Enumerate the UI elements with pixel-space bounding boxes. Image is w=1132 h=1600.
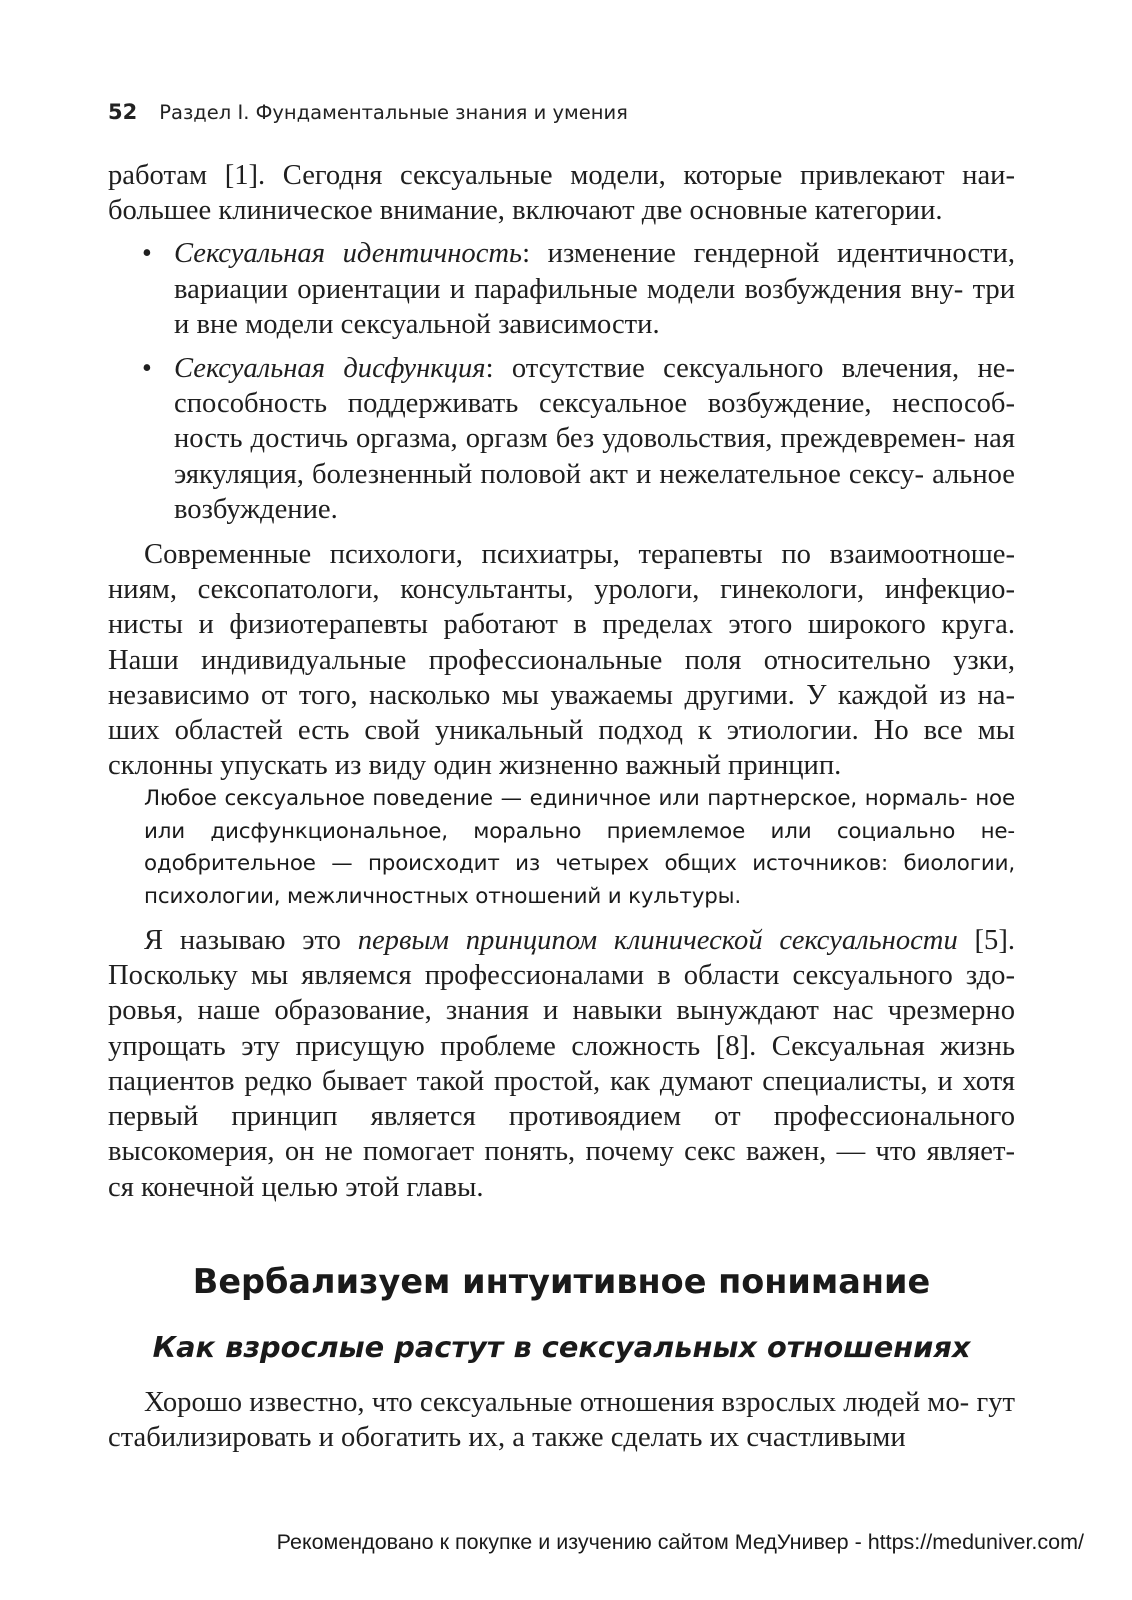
footer-watermark: Рекомендовано к покупке и изучению сайтом МедУнивер - https://meduniver.com/ xyxy=(276,1530,1084,1554)
paragraph-line: Современные психологи, психиатры, терапевты по взаимоотноше- xyxy=(144,539,1015,571)
page-number: 52 xyxy=(108,100,138,124)
bullet-line: : отсутствие сексуального влечения, не- xyxy=(485,353,1015,385)
bullet-term: Сексуальная идентичность xyxy=(174,238,523,270)
running-header xyxy=(108,100,628,124)
bullet-line: альное возбуждение. xyxy=(174,458,1015,525)
principle-callout xyxy=(108,783,1015,913)
page-body xyxy=(108,158,1015,1455)
bullet-term: Сексуальная дисфункция xyxy=(174,353,486,385)
paragraph-line: ровья, наше образование, знания и навыки вынуждают нас чрезмерно xyxy=(108,995,1015,1027)
paragraph-specialists xyxy=(108,537,1015,783)
principle-line: Любое сексуальное поведение — единичное или партнерское, нормаль- xyxy=(144,786,968,812)
bullet-line: вариации ориентации и парафильные модели возбуждения вну- xyxy=(174,273,964,305)
paragraph-first-principle xyxy=(108,923,1015,1205)
principle-line: одобрительное — происходит из четырех общих источников: биологии, xyxy=(144,851,1015,877)
paragraph-line: Хорошо известно, что сексуальные отношения взрослых людей мо- xyxy=(144,1386,970,1418)
paragraph-adult-relationships xyxy=(108,1385,1015,1455)
category-list xyxy=(108,236,1015,527)
principle-line: психологии, межличностных отношений и культуры. xyxy=(144,883,742,909)
bullet-line: способность поддерживать сексуальное возбуждение, неспособ- xyxy=(174,388,1015,420)
intro-paragraph xyxy=(108,158,1015,228)
paragraph-line: склонны упускать из виду один жизненно важный принцип. xyxy=(108,750,842,782)
list-item-sexual-identity xyxy=(108,236,1015,342)
paragraph-line: ших областей есть свой уникальный подход к этиологии. Но все мы xyxy=(108,715,1015,747)
paragraph-line: ниям, сексопатологи, консультанты, урологи, гинекологи, инфекцио- xyxy=(108,574,1015,606)
intro-line: работам [1]. Сегодня сексуальные модели, которые привлекают наи- xyxy=(108,160,1015,191)
intro-line: большее клиническое внимание, включают две основные категории. xyxy=(108,195,943,227)
list-item-sexual-dysfunction xyxy=(108,351,1015,527)
bullet-line: три и вне модели сексуальной зависимости. xyxy=(174,273,1016,340)
paragraph-line: Поскольку мы являемся профессионалами в области сексуального здо- xyxy=(108,960,1015,992)
section-heading: Вербализуем интуитивное понимание xyxy=(192,1261,931,1301)
paragraph-line: [5]. xyxy=(957,925,1016,957)
bullet-line: ность достичь оргазма, оргазм без удовольствия, преждевремен- xyxy=(174,423,966,455)
bullet-line: : изменение гендерной идентичности, xyxy=(522,238,1015,270)
paragraph-line: упрощать эту присущую проблеме сложность [8]. Сексуальная жизнь xyxy=(108,1030,1015,1062)
paragraph-line: нисты и физиотерапевты работают в пределах этого широкого круга. xyxy=(108,609,1015,641)
paragraph-line: ся конечной целью этой главы. xyxy=(108,1171,484,1203)
bullet-line: ная эякуляция, болезненный половой акт и нежелательное сексу- xyxy=(174,423,1016,490)
paragraph-line: Наши индивидуальные профессиональные поля относительно узки, xyxy=(108,644,1015,676)
principle-line: ное или дисфункциональное, морально приемлемое или социально не- xyxy=(144,786,1015,844)
paragraph-line: пациентов редко бывает такой простой, как думают специалисты, xyxy=(108,1065,928,1097)
subsection-heading: Как взрослые растут в сексуальных отношениях xyxy=(152,1329,971,1364)
paragraph-line: гут стабилизировать и обогатить их, а также сделать их счастливыми xyxy=(108,1386,1015,1453)
paragraph-line: независимо от того, насколько мы уважаемы другими. У каждой из на- xyxy=(108,679,1015,711)
first-principle-term: первым принципом клинической сексуальности xyxy=(357,925,958,957)
paragraph-line: и хотя первый принцип является противоядием от профессионального xyxy=(108,1065,1015,1133)
running-title: Раздел I. Фундаментальные знания и умения xyxy=(159,101,628,124)
paragraph-line: Я называю это xyxy=(144,925,358,957)
paragraph-line: высокомерия, он не помогает понять, почему секс важен, — что являет- xyxy=(108,1136,1015,1168)
